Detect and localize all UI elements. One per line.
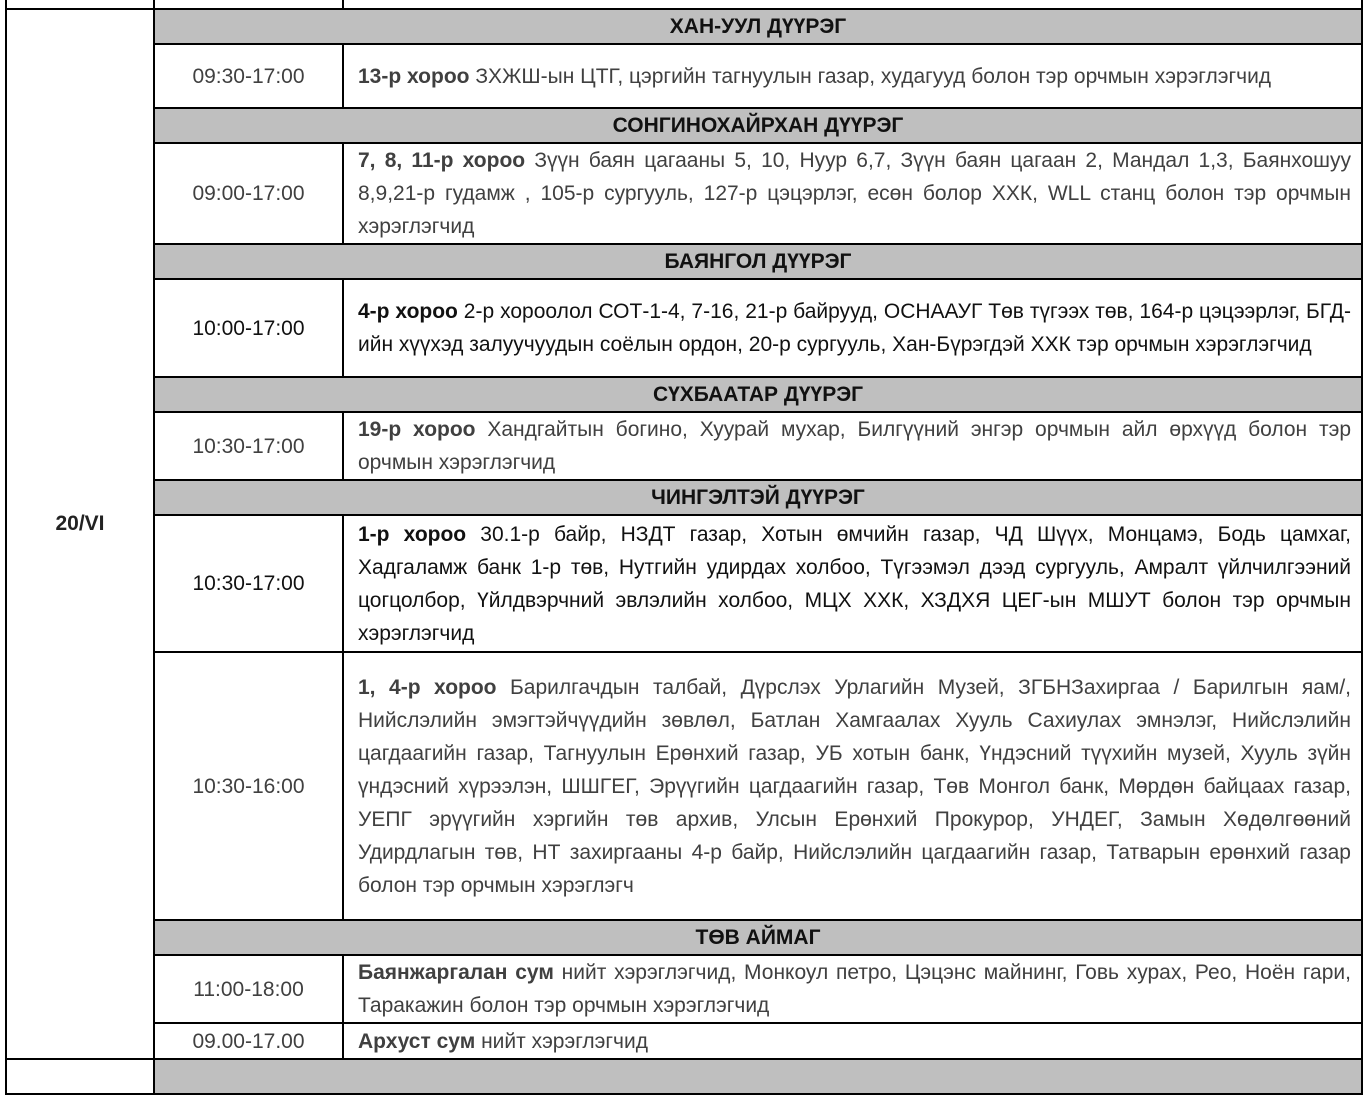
district-header-row — [6, 480, 1362, 515]
time-range: 10:00-17:00 — [154, 279, 343, 377]
area-list: нийт хэрэглэгчид — [475, 1029, 648, 1053]
area-list: ЗХЖШ-ын ЦТГ, цэргийн тагнуулын газар, худагууд болон тэр орчмын хэрэглэгчид — [469, 64, 1272, 88]
time-range: 09:00-17:00 — [154, 143, 343, 244]
district-header-row — [6, 920, 1362, 955]
area-list: 30.1-р байр, НЗДТ газар, Хотын өмчийн газар, ЧД Шүүх, Монцамэ, Бодь цамхаг, Хадгаламж банк 1-р төв, Нутгийн удирдах холбоо, Түгээмэл дээд сургууль, Амралт үйлчилгээний цогцолбор, Үйлдвэрчний эвлэлийн холбоо, МЦХ ХХК, ХЗДХЯ ЦЕГ-ын МШУТ болон тэр орчмын хэрэглэгчид — [358, 522, 1351, 645]
district-title: СОНГИНОХАЙРХАН ДҮҮРЭГ — [154, 108, 1362, 143]
khoroo-label: 19-р хороо — [358, 418, 476, 441]
affected-area-description — [343, 279, 1362, 377]
next-district-title — [154, 1059, 1362, 1094]
area-list: Хандгайтын богино, Хуурай мухар, Билгүүний энгэр орчмын айл өрхүүд болон тэр орчмын хэрэглэгчид — [358, 418, 1352, 474]
khoroo-label: Баянжаргалан сум — [358, 961, 554, 984]
time-range: 11:00-18:00 — [154, 955, 343, 1023]
affected-area-description — [343, 412, 1362, 480]
district-title: БАЯНГОЛ ДҮҮРЭГ — [154, 244, 1362, 279]
top-edge-row — [6, 0, 1362, 9]
schedule-row — [6, 44, 1362, 108]
schedule-row — [6, 515, 1362, 652]
affected-area-description — [343, 955, 1362, 1023]
district-header-row — [6, 9, 1362, 44]
affected-area-description — [343, 652, 1362, 920]
district-header-row — [6, 244, 1362, 279]
area-list: Барилгачдын талбай, Дүрслэх Урлагийн Музей, ЗГБНЗахиргаа / Барилгын яам/, Нийслэлийн эмэгтэйчүүдийн зөвлөл, Батлан Хамгаалах Хууль Сахиулах эмнэлэг, Нийслэлийн цагдаагийн газар, Тагнуулын Ерөнхий газар, УБ хотын банк, Үндэсний түүхийн музей, Хууль зүйн үндэсний хүрээлэн, ШШГЕГ, Эрүүгийн цагдаагийн газар, Төв Монгол банк, Мөрдөн байцаах газар, УЕПГ эрүүгийн хэргийн төв архив, Улсын Ерөнхий Прокурор, УНДЕГ, Замын Хөдөлгөөний Удирдлагын төв, НТ захиргааны 4-р байр, Нийслэлийн цагдаагийн газар, Татварын ерөнхий газар болон тэр орчмын хэрэглэгч — [358, 675, 1351, 897]
area-list: нийт хэрэглэгчид, Монкоул петро, Цэцэнс майнинг, Говь хурах, Рео, Ноён гари, Таракажин болон тэр орчмын хэрэглэгчид — [358, 961, 1351, 1017]
schedule-row — [6, 955, 1362, 1023]
date-cell: 20/VI — [6, 9, 154, 1059]
affected-area-description — [343, 1023, 1362, 1059]
time-range: 10:30-16:00 — [154, 652, 343, 920]
khoroo-label: 7, 8, 11-р хороо — [358, 149, 526, 172]
khoroo-label: Архуст сум — [358, 1029, 476, 1053]
affected-area-description — [343, 515, 1362, 652]
schedule-row — [6, 279, 1362, 377]
khoroo-label: 1, 4-р хороо — [358, 675, 497, 699]
time-range: 09.00-17.00 — [154, 1023, 343, 1059]
area-list: 2-р хороолол СОТ-1-4, 7-16, 21-р байрууд, ОСНААУГ Төв түгээх төв, 164-р цэцээрлэг, БГД-ийн хүүхэд залуучуудын соёлын ордон, 20-р сургууль, Хан-Бүрэгдэй ХХК тэр орчмын хэрэглэгчид — [358, 300, 1351, 356]
khoroo-label: 13-р хороо — [358, 64, 470, 88]
schedule-row — [6, 412, 1362, 480]
affected-area-description — [343, 143, 1362, 244]
district-header-row — [6, 108, 1362, 143]
district-title: СҮХБААТАР ДҮҮРЭГ — [154, 377, 1362, 412]
next-date-cell — [6, 1059, 154, 1094]
time-range: 09:30-17:00 — [154, 44, 343, 108]
time-range: 10:30-17:00 — [154, 515, 343, 652]
area-list: Зүүн баян цагааны 5, 10, Нуур 6,7, Зүүн баян цагаан 2, Мандал 1,3, Баянхошуу 8,9,21-р гудамж , 105-р сургууль, 127-р цэцэрлэг, есөн болор ХХК, WLL станц болон тэр орчмын хэрэглэгчид — [358, 149, 1351, 238]
khoroo-label: 1-р хороо — [358, 522, 467, 546]
schedule-row — [6, 143, 1362, 244]
next-section-header-row — [6, 1059, 1362, 1094]
district-title: ЧИНГЭЛТЭЙ ДҮҮРЭГ — [154, 480, 1362, 515]
power-outage-schedule-table — [5, 0, 1363, 1095]
affected-area-description — [343, 44, 1362, 108]
schedule-row — [6, 1023, 1362, 1059]
khoroo-label: 4-р хороо — [358, 300, 458, 323]
time-range: 10:30-17:00 — [154, 412, 343, 480]
district-title: ХАН-УУЛ ДҮҮРЭГ — [154, 9, 1362, 44]
district-title: ТӨВ АЙМАГ — [154, 920, 1362, 955]
schedule-row — [6, 652, 1362, 920]
district-header-row — [6, 377, 1362, 412]
